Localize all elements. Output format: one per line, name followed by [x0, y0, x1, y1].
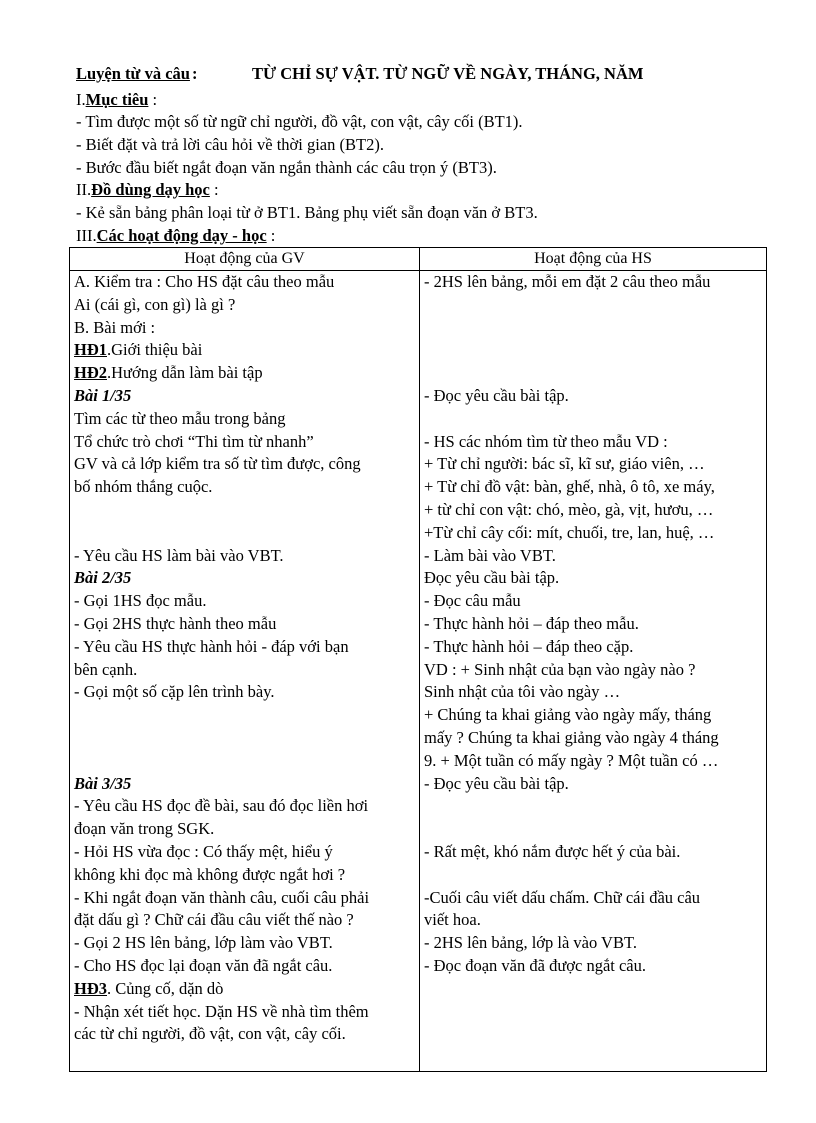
gv-line: đặt dấu gì ? Chữ cái đầu câu viết thế nào ?: [74, 910, 354, 930]
section-colon: :: [148, 90, 158, 109]
student-column-header: Hoạt động của HS: [420, 248, 767, 271]
student-activities-cell: [420, 271, 767, 1072]
gv-line: - Khi ngắt đoạn văn thành câu, cuối câu phải: [74, 887, 370, 907]
subject-colon: :: [191, 64, 198, 83]
section-colon: :: [266, 226, 276, 245]
activity-code: HĐ2: [74, 363, 107, 383]
gv-line: - Hỏi HS vừa đọc : Có thấy mệt, hiểu ý: [74, 841, 333, 861]
exercise-heading: Bài 3/35: [74, 773, 132, 793]
hs-line: Đọc yêu cầu bài tập.: [424, 568, 560, 588]
section-number: III.: [76, 226, 97, 245]
hs-line: VD : + Sinh nhật của bạn vào ngày nào ?: [424, 659, 696, 679]
activity-code: HĐ1: [74, 340, 107, 360]
gv-line: [74, 978, 415, 1001]
section-materials-heading: [76, 179, 219, 201]
subject-label: Luyện từ và câu: [76, 64, 190, 83]
table-header-row: [70, 248, 767, 271]
section-number: II.: [76, 180, 92, 199]
gv-line: các từ chỉ người, đồ vật, con vật, cây cối.: [74, 1024, 346, 1044]
gv-line: - Gọi 2HS thực hành theo mẫu: [74, 613, 277, 633]
section-colon: :: [209, 180, 219, 199]
section-activities-heading: [76, 225, 275, 247]
activity-text: .Giới thiệu bài: [107, 340, 203, 360]
activity-text: .Hướng dẫn làm bài tập: [107, 363, 263, 383]
gv-line: - Nhận xét tiết học. Dặn HS về nhà tìm thêm: [74, 1001, 369, 1021]
hs-line: +Từ chỉ cây cối: mít, chuối, tre, lan, huệ, …: [424, 522, 715, 542]
gv-line: B. Bài mới :: [74, 317, 156, 337]
activities-table: [69, 247, 767, 1072]
objective-3: - Bước đầu biết ngắt đoạn văn ngắn thành các câu trọn ý (BT3).: [76, 158, 497, 177]
gv-line: bên cạnh.: [74, 659, 138, 679]
hs-line: - Đọc câu mẫu: [424, 591, 521, 611]
gv-line: Tổ chức trò chơi “Thi tìm từ nhanh”: [74, 431, 314, 451]
gv-line: Ai (cái gì, con gì) là gì ?: [74, 294, 236, 314]
section-title: Đồ dùng dạy học: [91, 180, 210, 199]
gv-line: Tìm các từ theo mẫu trong bảng: [74, 408, 286, 428]
hs-line: - Đọc yêu cầu bài tập.: [424, 385, 569, 405]
gv-line: - Gọi 1HS đọc mẫu.: [74, 591, 207, 611]
hs-line: 9. + Một tuần có mấy ngày ? Một tuần có …: [424, 750, 719, 770]
hs-line: + từ chỉ con vật: chó, mèo, gà, vịt, hươu, …: [424, 499, 714, 519]
hs-line: viết hoa.: [424, 910, 481, 930]
section-title: Mục tiêu: [85, 90, 149, 109]
teacher-activities-cell: [70, 271, 420, 1072]
gv-line: đoạn văn trong SGK.: [74, 819, 215, 839]
gv-line: - Gọi 2 HS lên bảng, lớp làm vào VBT.: [74, 933, 333, 953]
gv-line: - Yêu cầu HS làm bài vào VBT.: [74, 545, 284, 565]
gv-line: - Yêu cầu HS thực hành hỏi - đáp với bạn: [74, 636, 349, 656]
teacher-column-header: Hoạt động của GV: [70, 248, 420, 271]
activity-text: . Củng cố, dặn dò: [107, 978, 224, 998]
exercise-heading: Bài 2/35: [74, 568, 132, 588]
hs-line: + Chúng ta khai giảng vào ngày mấy, tháng: [424, 705, 712, 725]
table-row: [70, 271, 767, 1072]
lesson-header: [76, 64, 644, 84]
hs-line: - Đọc đoạn văn đã được ngắt câu.: [424, 955, 647, 975]
gv-line: không khi đọc mà không được ngắt hơi ?: [74, 864, 346, 884]
hs-line: - Rất mệt, khó nắm được hết ý của bài.: [424, 841, 681, 861]
hs-line: - Thực hành hỏi – đáp theo mẫu.: [424, 613, 639, 633]
hs-line: - 2HS lên bảng, mỗi em đặt 2 câu theo mẫu: [424, 272, 711, 291]
gv-line: [74, 362, 415, 385]
hs-line: - HS các nhóm tìm từ theo mẫu VD :: [424, 431, 668, 451]
objective-1: - Tìm được một số từ ngữ chỉ người, đồ vật, con vật, cây cối (BT1).: [76, 112, 523, 131]
hs-line: - Làm bài vào VBT.: [424, 545, 556, 565]
section-number: I.: [76, 90, 86, 109]
gv-line: GV và cả lớp kiểm tra số từ tìm được, công: [74, 454, 361, 474]
objective-2: - Biết đặt và trả lời câu hỏi về thời gian (BT2).: [76, 135, 384, 154]
lesson-title: TỪ CHỈ SỰ VẬT. TỪ NGỮ VỀ NGÀY, THÁNG, NĂM: [252, 64, 644, 83]
hs-line: - 2HS lên bảng, lớp là vào VBT.: [424, 933, 637, 953]
gv-line: A. Kiểm tra : Cho HS đặt câu theo mẫu: [74, 272, 335, 291]
hs-line: - Thực hành hỏi – đáp theo cặp.: [424, 636, 634, 656]
gv-line: [74, 339, 415, 362]
gv-line: - Yêu cầu HS đọc đề bài, sau đó đọc liền hơi: [74, 796, 369, 816]
gv-line: bố nhóm thắng cuộc.: [74, 477, 213, 497]
gv-line: - Cho HS đọc lại đoạn văn đã ngắt câu.: [74, 955, 333, 975]
hs-line: mấy ? Chúng ta khai giảng vào ngày 4 tháng: [424, 727, 719, 747]
hs-line: + Từ chỉ người: bác sĩ, kĩ sư, giáo viên, …: [424, 454, 705, 474]
hs-line: Sinh nhật của tôi vào ngày …: [424, 682, 621, 702]
exercise-heading: Bài 1/35: [74, 385, 132, 405]
section-objectives-heading: [76, 89, 157, 111]
hs-line: - Đọc yêu cầu bài tập.: [424, 773, 569, 793]
section-title: Các hoạt động dạy - học: [96, 226, 267, 245]
hs-line: -Cuối câu viết dấu chấm. Chữ cái đầu câu: [424, 887, 701, 907]
hs-line: + Từ chỉ đồ vật: bàn, ghế, nhà, ô tô, xe máy,: [424, 477, 715, 497]
materials-text: - Kẻ sẵn bảng phân loại từ ở BT1. Bảng phụ viết sẵn đoạn văn ở BT3.: [76, 203, 538, 222]
activity-code: HĐ3: [74, 978, 107, 998]
gv-line: - Gọi một số cặp lên trình bày.: [74, 682, 275, 702]
